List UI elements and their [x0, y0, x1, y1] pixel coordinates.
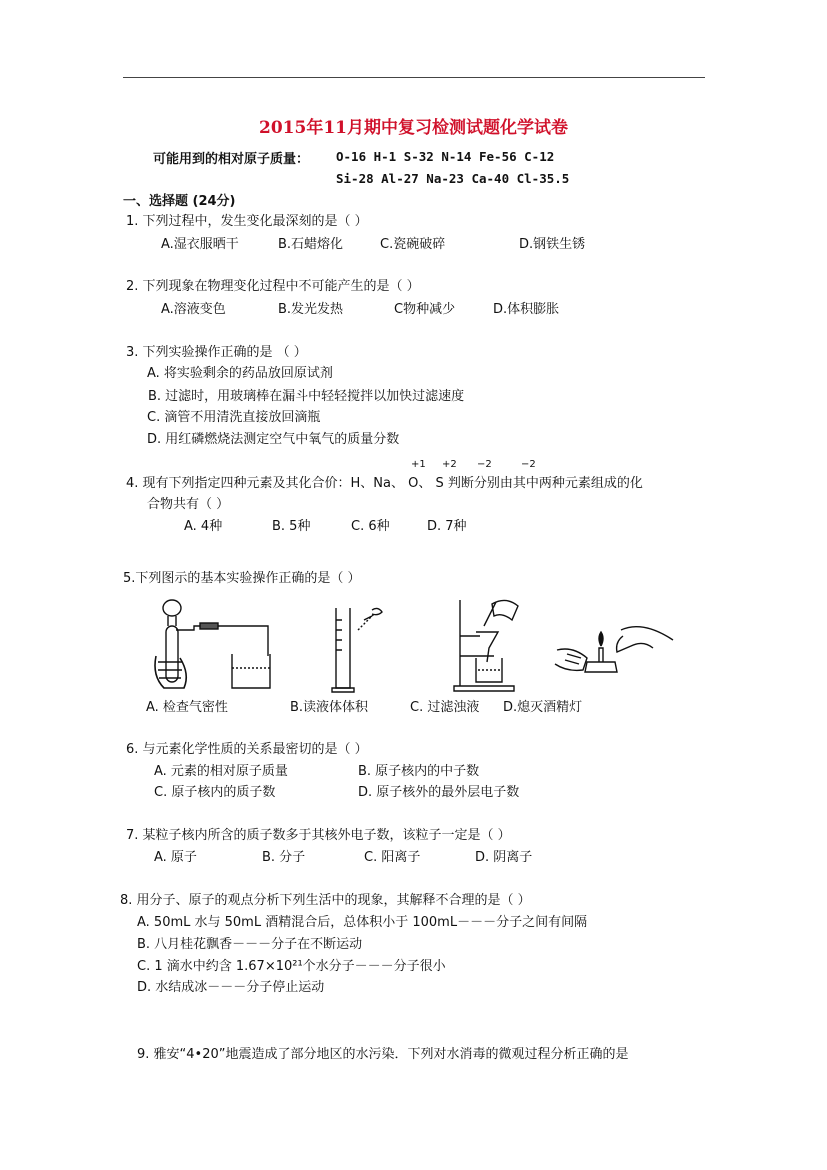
q1-option-b: B.石蜡熔化 [278, 237, 344, 252]
valence-na: +1 [411, 459, 426, 470]
question-4-stem-cont: 合物共有（ ） [147, 497, 230, 512]
q8-option-d: D. 水结成冰－－－分子停止运动 [137, 980, 325, 995]
q7-option-d: D. 阴离子 [475, 850, 533, 865]
valence-s: −2 [477, 459, 492, 470]
atomic-mass-line2: Si-28 Al-27 Na-23 Ca-40 Cl-35.5 [336, 171, 570, 186]
valence-o: +2 [442, 459, 457, 470]
q3-option-b: B. 过滤时，用玻璃棒在漏斗中轻轻搅拌以加快过滤速度 [148, 389, 465, 404]
q6-option-d: D. 原子核外的最外层电子数 [358, 785, 520, 800]
q2-option-b: B.发光发热 [278, 302, 344, 317]
q4-option-d: D. 7种 [427, 519, 467, 534]
q5-option-c: C. 过滤浊液 [410, 700, 480, 715]
q8-option-a: A. 50mL 水与 50mL 酒精混合后，总体积小于 100mL－－－分子之间有间隔 [137, 915, 588, 930]
q2-option-c: C物种减少 [394, 302, 456, 317]
q7-option-c: C. 阳离子 [364, 850, 421, 865]
atomic-mass-line1: O-16 H-1 S-32 N-14 Fe-56 C-12 [336, 149, 555, 164]
question-5-stem: 5.下列图示的基本实验操作正确的是（ ） [123, 571, 361, 586]
question-3-stem: 3. 下列实验操作正确的是 （ ） [126, 345, 307, 360]
q3-option-d: D. 用红磷燃烧法测定空气中氧气的质量分数 [147, 432, 400, 447]
header-rule [123, 77, 705, 78]
question-1-stem: 1. 下列过程中，发生变化最深刻的是（ ） [126, 214, 368, 229]
figure-filtration [454, 596, 534, 696]
figure-extinguish-lamp [553, 610, 677, 690]
q5-option-a: A. 检查气密性 [146, 700, 228, 715]
q1-option-d: D.钢铁生锈 [519, 237, 586, 252]
section-heading: 一、选择题 (24分) [123, 194, 236, 209]
q6-option-a: A. 元素的相对原子质量 [154, 764, 288, 779]
q6-option-c: C. 原子核内的质子数 [154, 785, 276, 800]
question-2-stem: 2. 下列现象在物理变化过程中不可能产生的是（ ） [126, 279, 420, 294]
question-7-stem: 7. 某粒子核内所含的质子数多于其核外电子数，该粒子一定是（ ） [126, 828, 511, 843]
q2-option-a: A.溶液变色 [161, 302, 226, 317]
q8-option-c: C. 1 滴水中约含 1.67×10²¹个水分子－－－分子很小 [137, 959, 446, 974]
q3-option-c: C. 滴管不用清洗直接放回滴瓶 [147, 410, 321, 425]
q5-option-d: D.熄灭酒精灯 [503, 700, 583, 715]
q4-option-b: B. 5种 [272, 519, 311, 534]
q5-option-b: B.读液体体积 [290, 700, 369, 715]
question-4-stem: 4. 现有下列指定四种元素及其化合价：H、Na、 O、 S 判断分别由其中两种元素组成的化 [126, 476, 643, 491]
atomic-mass-label: 可能用到的相对原子质量： [153, 152, 310, 167]
q6-option-b: B. 原子核内的中子数 [358, 764, 480, 779]
q3-option-a: A. 将实验剩余的药品放回原试剂 [147, 366, 333, 381]
q7-option-b: B. 分子 [262, 850, 306, 865]
q1-option-a: A.湿衣服晒干 [161, 237, 239, 252]
question-8-stem: 8. 用分子、原子的观点分析下列生活中的现象，其解释不合理的是（ ） [120, 893, 531, 908]
q8-option-b: B. 八月桂花飘香－－－分子在不断运动 [137, 937, 363, 952]
question-6-stem: 6. 与元素化学性质的关系最密切的是（ ） [126, 742, 368, 757]
figure-airtightness-check [150, 596, 275, 696]
page-title: 2015年11月期中复习检测试题化学试卷 [259, 118, 568, 138]
question-9-stem: 9. 雅安“4•20”地震造成了部分地区的水污染．下列对水消毒的微观过程分析正确的是 [137, 1047, 629, 1062]
figure-read-volume [328, 600, 388, 696]
q4-option-a: A. 4种 [184, 519, 223, 534]
q1-option-c: C.瓷碗破碎 [380, 237, 446, 252]
valence-extra: −2 [521, 459, 536, 470]
q4-option-c: C. 6种 [351, 519, 390, 534]
q7-option-a: A. 原子 [154, 850, 197, 865]
q2-option-d: D.体积膨胀 [493, 302, 560, 317]
